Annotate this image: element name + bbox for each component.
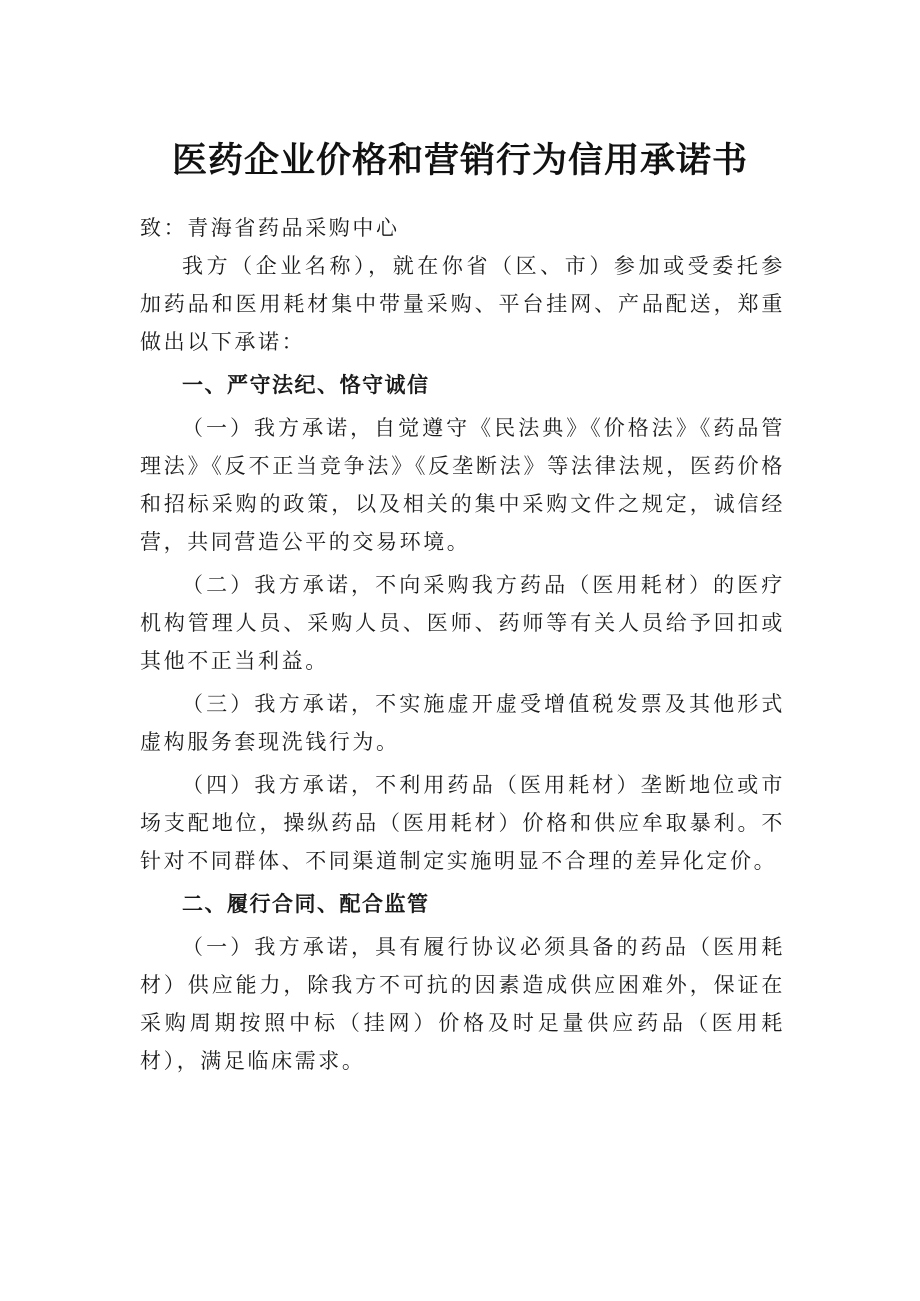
section-1-item-2: （二）我方承诺，不向采购我方药品（医用耗材）的医疗机构管理人员、采购人员、医师、药师等有关人员给予回扣或其他不正当利益。 [140,573,785,673]
section-1-item-3: （三）我方承诺，不实施虚开虚受增值税发票及其他形式虚构服务套现洗钱行为。 [140,692,785,754]
intro-paragraph: 我方（企业名称），就在你省（区、市）参加或受委托参加药品和医用耗材集中带量采购、平台挂网、产品配送，郑重做出以下承诺： [140,254,785,354]
section-1-item-4: （四）我方承诺，不利用药品（医用耗材）垄断地位或市场支配地位，操纵药品（医用耗材）价格和供应牟取暴利。不针对不同群体、不同渠道制定实施明显不合理的差异化定价。 [140,773,785,873]
section-heading-1: 一、严守法纪、恪守诚信 [182,373,430,397]
section-2-item-1: （一）我方承诺，具有履行协议必须具备的药品（医用耗材）供应能力，除我方不可抗的因素造成供应困难外，保证在采购周期按照中标（挂网）价格及时足量供应药品（医用耗材），满足临床需求。 [140,935,785,1073]
document-body [140,209,785,1085]
section-1-item-1: （一）我方承诺，自觉遵守《民法典》《价格法》《药品管理法》《反不正当竞争法》《反垄断法》等法律法规，医药价格和招标采购的政策，以及相关的集中采购文件之规定，诚信经营，共同营造公平的交易环境。 [140,416,785,554]
document-title: 医药企业价格和营销行为信用承诺书 [171,140,748,182]
section-heading-2: 二、履行合同、配合监管 [182,892,430,916]
addressee-line: 致：青海省药品采购中心 [140,216,400,240]
